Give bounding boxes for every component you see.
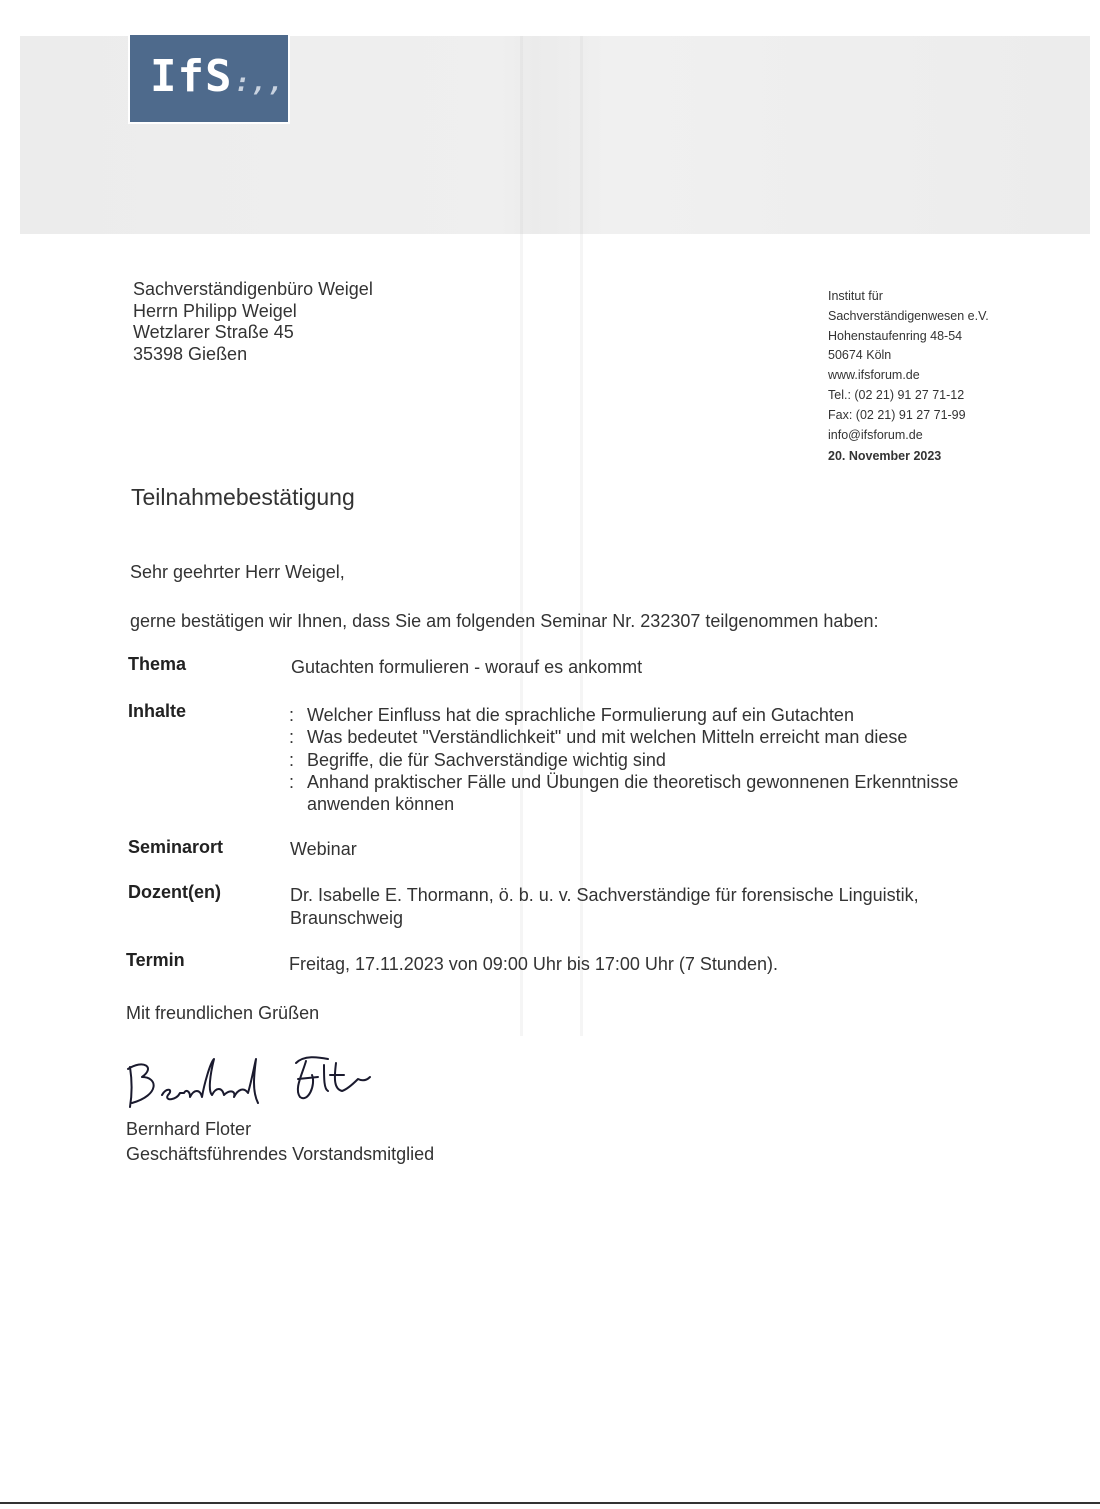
signer-name: Bernhard Floter: [126, 1119, 252, 1139]
sender-website: www.ifsforum.de: [828, 368, 920, 383]
sender-phone: Tel.: (02 21) 91 27 71-12: [828, 387, 965, 402]
thema-value: Gutachten formulieren - worauf es ankommt: [291, 657, 643, 677]
list-item: : Anhand praktischer Fälle und Übungen die theoretisch gewonnenen Erkenntnisse: [289, 771, 959, 792]
ifs-logo: [128, 33, 290, 124]
logo-text: IfS:,,: [150, 51, 285, 102]
recipient-line: Wetzlarer Straße 45: [133, 322, 294, 342]
signer-block: [126, 1117, 434, 1167]
recipient-line: Sachverständigenbüro Weigel: [133, 279, 373, 299]
signature: [118, 1045, 378, 1115]
document-title: Teilnahmebestätigung: [131, 484, 355, 510]
sender-email: info@ifsforum.de: [828, 427, 923, 442]
salutation: Sehr geehrter Herr Weigel,: [130, 562, 345, 582]
recipient-line: Herrn Philipp Weigel: [133, 300, 297, 321]
letter-date: 20. November 2023: [828, 449, 942, 464]
termin-label: Termin: [126, 950, 185, 970]
dozent-value: Dr. Isabelle E. Thormann, ö. b. u. v. Sachverständige für forensische Linguistik, Braunschweig: [290, 885, 919, 928]
list-item-continuation: anwenden können: [307, 794, 455, 815]
list-item: : Begriffe, die für Sachverständige wichtig sind: [289, 749, 666, 770]
thema-label: Thema: [128, 654, 187, 674]
page-edge: [0, 1502, 1100, 1504]
signer-role: Geschäftsführendes Vorstandsmitglied: [126, 1144, 435, 1164]
recipient-line: 35398 Gießen: [133, 343, 248, 364]
sender-line: Hohenstaufenring 48-54: [828, 328, 963, 343]
termin-value: Freitag, 17.11.2023 von 09:00 Uhr bis 17:00 Uhr (7 Stunden).: [289, 954, 778, 974]
sender-line: Institut für: [828, 289, 883, 303]
inhalte-label: Inhalte: [128, 701, 187, 721]
intro-text: gerne bestätigen wir Ihnen, dass Sie am folgenden Seminar Nr. 232307 teilgenommen haben:: [130, 611, 879, 631]
sender-fax: Fax: (02 21) 91 27 71-99: [828, 407, 966, 422]
sender-line: 50674 Köln: [828, 348, 892, 363]
sender-line: Sachverständigenwesen e.V.: [828, 308, 989, 323]
inhalte-list: [289, 704, 958, 815]
dozent-label: Dozent(en): [128, 882, 221, 902]
closing: Mit freundlichen Grüßen: [126, 1003, 320, 1023]
list-item: : Welcher Einfluss hat die sprachliche Formulierung auf ein Gutachten: [289, 705, 854, 725]
seminarort-label: Seminarort: [128, 837, 224, 857]
sender-block: [828, 287, 989, 467]
recipient-address: [133, 279, 373, 365]
list-item: : Was bedeutet "Verständlichkeit" und mit welchen Mitteln erreicht man diese: [289, 727, 908, 748]
seminarort-value: Webinar: [290, 839, 357, 859]
